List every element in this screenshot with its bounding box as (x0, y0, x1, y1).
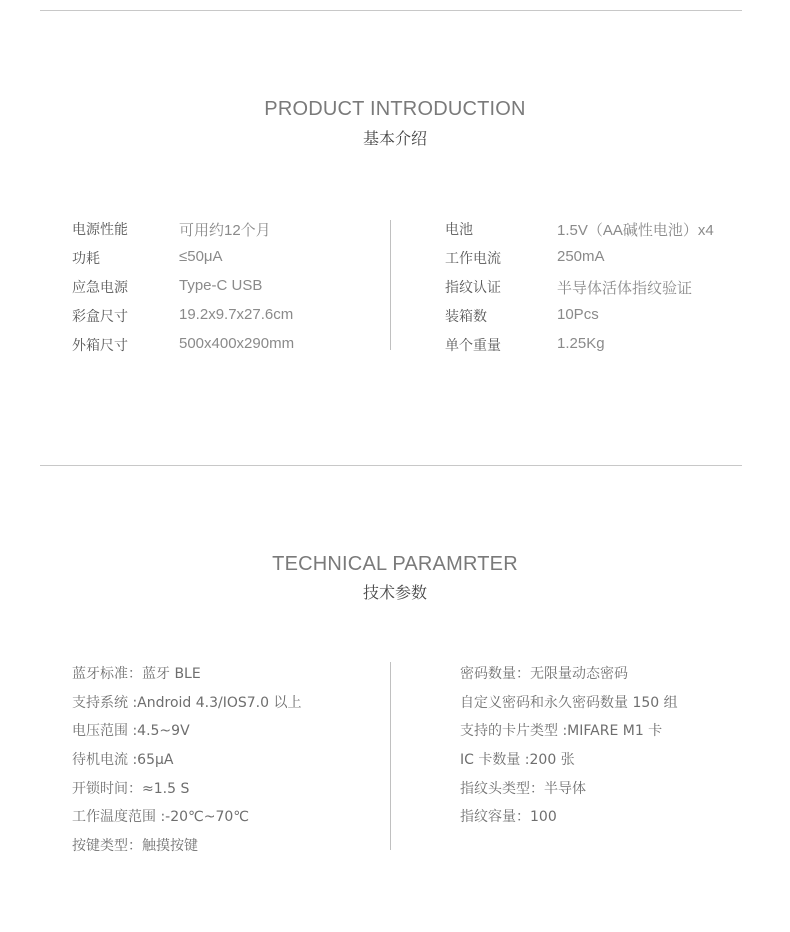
param-item (72, 692, 301, 712)
param-text: 密码数量：无限量动态密码 (460, 666, 628, 682)
param-text: 自定义密码和永久密码数量 150 组 (460, 695, 678, 711)
spec-label: 工作电流 (445, 251, 501, 267)
product-intro-column-divider (390, 220, 391, 350)
param-item (460, 778, 586, 798)
param-text: 蓝牙标准：蓝牙 BLE (72, 666, 201, 682)
spec-label: 单个重量 (445, 338, 501, 354)
spec-value: 可用约12个月 (179, 222, 271, 239)
param-text: 按键类型：触摸按键 (72, 838, 198, 854)
param-text: 指纹头类型：半导体 (460, 781, 586, 797)
param-text: 工作温度范围 :-20℃~70℃ (72, 809, 250, 825)
spec-value: ≤50μA (179, 248, 223, 265)
param-item (72, 749, 173, 769)
param-text: 待机电流 :65μA (72, 752, 174, 768)
param-item (460, 663, 628, 683)
technical-column-divider (390, 662, 391, 850)
param-item (72, 720, 190, 740)
param-text: 电压范围 :4.5~9V (72, 723, 190, 739)
spec-label: 电源性能 (72, 222, 128, 238)
spec-label: 装箱数 (445, 309, 487, 325)
technical-title-cn: 技术参数 (362, 583, 427, 602)
param-text: 支持系统 :Android 4.3/IOS7.0 以上 (72, 695, 302, 711)
param-item (460, 720, 662, 740)
spec-label: 彩盒尺寸 (72, 309, 128, 325)
spec-label: 应急电源 (72, 280, 128, 296)
spec-label: 电池 (445, 222, 473, 238)
top-divider (40, 10, 742, 11)
param-text: IC 卡数量 :200 张 (460, 752, 575, 768)
spec-label: 外箱尺寸 (72, 338, 128, 354)
product-intro-title-cn: 基本介绍 (362, 129, 427, 148)
product-intro-title-en: PRODUCT INTRODUCTION (264, 98, 526, 120)
spec-value: 500x400x290mm (179, 335, 295, 352)
param-item (460, 749, 575, 769)
param-item (72, 806, 249, 826)
param-text: 支持的卡片类型 :MIFARE M1 卡 (460, 723, 663, 739)
spec-label: 指纹认证 (445, 280, 501, 296)
spec-value: 半导体活体指纹验证 (557, 280, 693, 297)
param-item (72, 663, 201, 683)
param-item (72, 835, 198, 855)
spec-value: 10Pcs (557, 306, 599, 323)
spec-value: 19.2x9.7x27.6cm (179, 306, 294, 323)
spec-value: 250mA (557, 248, 605, 265)
spec-value: 1.5V（AA碱性电池）x4 (557, 222, 714, 239)
param-item (72, 778, 189, 798)
param-item (460, 806, 557, 826)
section-divider (40, 465, 742, 466)
spec-value: Type-C USB (179, 277, 263, 294)
param-text: 开锁时间：≈1.5 S (72, 781, 190, 797)
param-text: 指纹容量：100 (460, 809, 557, 825)
technical-title-en: TECHNICAL PARAMRTER (272, 553, 518, 575)
param-item (460, 692, 678, 712)
spec-value: 1.25Kg (557, 335, 605, 352)
spec-label: 功耗 (72, 251, 100, 267)
